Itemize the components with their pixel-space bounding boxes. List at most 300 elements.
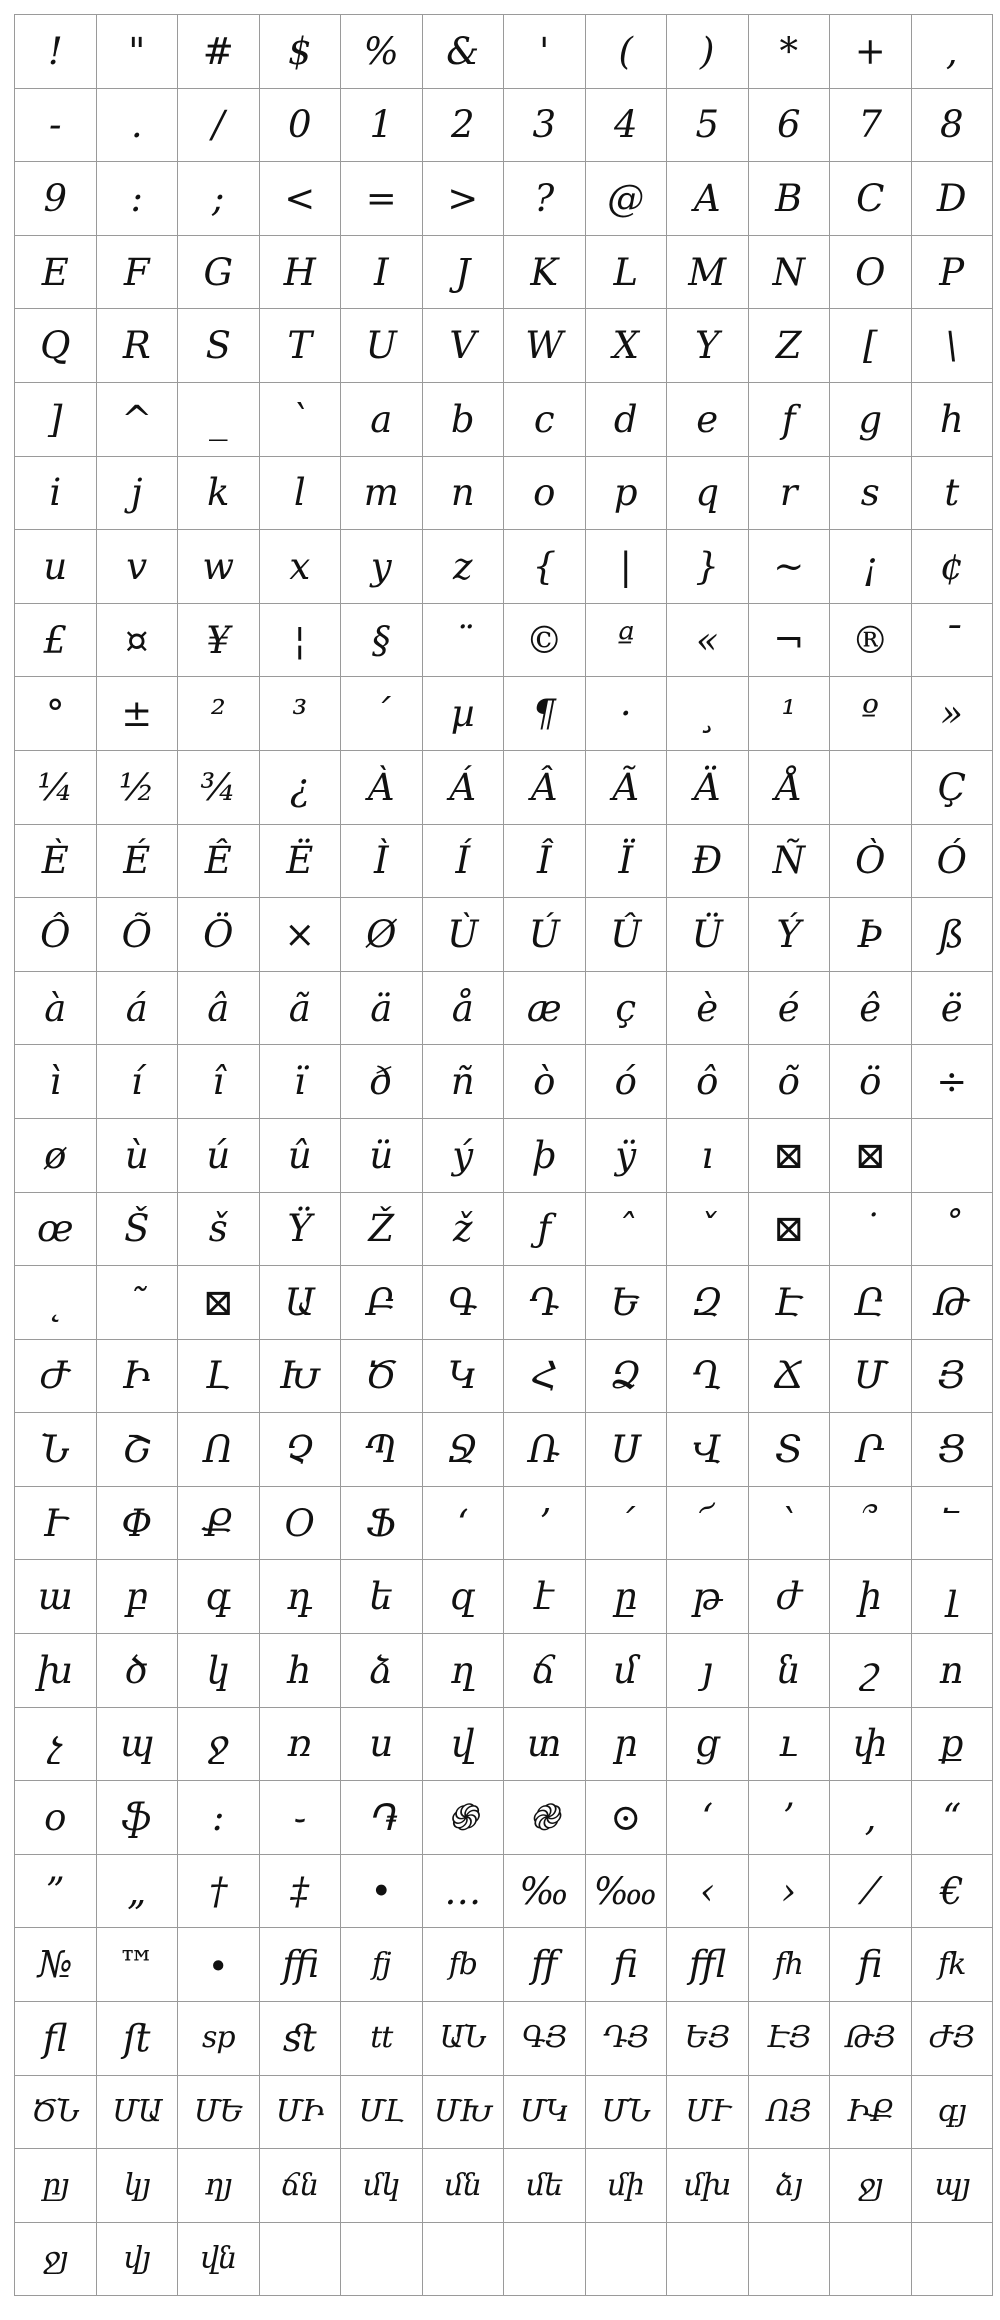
glyph-cell: ՄԻ [260,2076,342,2150]
glyph-cell: ﬆ [260,2002,342,2076]
empty-glyph-cell [749,2223,831,2297]
glyph-cell: ԵՅ [667,2002,749,2076]
glyph-cell: ˇ [667,1193,749,1267]
glyph-cell: ֍ [423,1781,505,1855]
glyph-cell: ՈՅ [749,2076,831,2150]
glyph-cell: û [260,1119,342,1193]
glyph-cell: ﬃ [260,1928,342,2002]
glyph-cell: F [97,236,179,310]
glyph-cell: Ž [341,1193,423,1267]
glyph-cell: ¸ [667,677,749,751]
glyph-cell: ‘ [667,1781,749,1855]
glyph-cell: խ [15,1634,97,1708]
glyph-cell: & [423,15,505,89]
glyph-cell: ﬀ [504,1928,586,2002]
glyph-cell: 6 [749,89,831,163]
glyph-cell: v [97,530,179,604]
glyph-cell: կյ [97,2149,179,2223]
glyph-cell: Ô [15,898,97,972]
glyph-cell: ! [15,15,97,89]
glyph-cell: ձյ [749,2149,831,2223]
glyph-cell: î [178,1045,260,1119]
glyph-cell: ' [504,15,586,89]
glyph-cell: N [749,236,831,310]
glyph-cell: ն [749,1634,831,1708]
glyph-cell: Ã [586,751,668,825]
glyph-cell: d [586,383,668,457]
glyph-cell: = [341,162,423,236]
glyph-cell: ý [423,1119,505,1193]
glyph-cell: ˆ [586,1193,668,1267]
glyph-cell: z [423,530,505,604]
glyph-cell: r [749,457,831,531]
glyph-cell: ԳՅ [504,2002,586,2076]
glyph-cell: ո [912,1634,994,1708]
glyph-cell: ղ [423,1634,505,1708]
glyph-cell: Ի [97,1340,179,1414]
empty-glyph-cell [423,2223,505,2297]
glyph-cell: ﬅ [97,2002,179,2076]
glyph-cell: ֊ [260,1781,342,1855]
glyph-cell: մե [504,2149,586,2223]
glyph-cell: ք [912,1708,994,1782]
glyph-cell: փ [830,1708,912,1782]
glyph-cell: E [15,236,97,310]
glyph-cell: ü [341,1119,423,1193]
glyph-cell: ՄԱ [97,2076,179,2150]
glyph-cell: [ [830,309,912,383]
glyph-cell: › [749,1855,831,1929]
glyph-cell: b [423,383,505,457]
glyph-cell: ø [15,1119,97,1193]
glyph-cell: ñ [423,1045,505,1119]
glyph-cell: | [586,530,668,604]
glyph-cell: » [912,677,994,751]
glyph-cell: K [504,236,586,310]
glyph-cell: Թ [912,1266,994,1340]
glyph-cell: ð [341,1045,423,1119]
glyph-cell: շ [830,1634,912,1708]
glyph-cell: w [178,530,260,604]
glyph-cell: « [667,604,749,678]
glyph-cell: { [504,530,586,604]
glyph-cell: 1 [341,89,423,163]
glyph-cell: ÿ [586,1119,668,1193]
glyph-cell: ¢ [912,530,994,604]
glyph-cell: ˚ [912,1193,994,1267]
glyph-cell: ƒ [504,1193,586,1267]
glyph-cell: ՜ [667,1487,749,1561]
glyph-cell: ú [178,1119,260,1193]
glyph-cell: Ց [912,1413,994,1487]
glyph-cell: ¾ [178,751,260,825]
glyph-cell: մկ [341,2149,423,2223]
glyph-cell: ծ [97,1634,179,1708]
glyph-cell: Ý [749,898,831,972]
glyph-cell: À [341,751,423,825]
empty-glyph-cell [830,751,912,825]
glyph-cell: „ [97,1855,179,1929]
glyph-cell: ﬁ [830,1928,912,2002]
glyph-cell: œ [15,1193,97,1267]
glyph-cell: H [260,236,342,310]
glyph-cell: Ÿ [260,1193,342,1267]
glyph-cell: > [423,162,505,236]
glyph-cell: R [97,309,179,383]
glyph-cell: ¶ [504,677,586,751]
glyph-cell: Í [423,825,505,899]
glyph-cell: Բ [341,1266,423,1340]
glyph-cell: 2 [423,89,505,163]
glyph-cell: դ [260,1560,342,1634]
glyph-cell: Ê [178,825,260,899]
glyph-cell: մի [586,2149,668,2223]
glyph-cell: գ [178,1560,260,1634]
glyph-cell: fb [423,1928,505,2002]
glyph-cell: ] [15,383,97,457]
glyph-cell: վ [423,1708,505,1782]
glyph-cell: © [504,604,586,678]
glyph-cell: å [423,972,505,1046]
glyph-cell: S [178,309,260,383]
glyph-cell: W [504,309,586,383]
glyph-cell: < [260,162,342,236]
glyph-cell: Ç [912,751,994,825]
glyph-cell: ∙ [178,1928,260,2002]
glyph-cell: ˙ [830,1193,912,1267]
glyph-cell: Ò [830,825,912,899]
glyph-cell: ի [830,1560,912,1634]
glyph-cell: ¯ [912,604,994,678]
glyph-cell: ղյ [178,2149,260,2223]
glyph-cell: ԷՅ [749,2002,831,2076]
glyph-cell: ° [15,677,97,751]
glyph-cell: ¡ [830,530,912,604]
glyph-cell: ç [586,972,668,1046]
glyph-cell: g [830,383,912,457]
glyph-cell: † [178,1855,260,1929]
empty-glyph-cell [912,1119,994,1193]
glyph-cell: ﬄ [667,1928,749,2002]
glyph-cell: Հ [504,1340,586,1414]
glyph-cell: ± [97,677,179,751]
glyph-cell: þ [504,1119,586,1193]
glyph-cell: Դ [504,1266,586,1340]
glyph-cell: ԾՆ [15,2076,97,2150]
glyph-cell: 3 [504,89,586,163]
glyph-cell: Զ [667,1266,749,1340]
glyph-cell: ´ [341,677,423,751]
glyph-cell: ö [830,1045,912,1119]
glyph-cell: գյ [912,2076,994,2150]
glyph-cell: ւ [749,1708,831,1782]
glyph-cell: ’ [749,1781,831,1855]
glyph-cell: Q [15,309,97,383]
glyph-cell: Ր [830,1413,912,1487]
glyph-cell: ˜ [97,1266,179,1340]
glyph-cell: ” [15,1855,97,1929]
glyph-cell: $ [260,15,342,89]
glyph-cell: È [15,825,97,899]
empty-glyph-cell [341,2223,423,2297]
glyph-cell: Կ [423,1340,505,1414]
glyph-cell: ~ [749,530,831,604]
glyph-cell: ժ [749,1560,831,1634]
glyph-cell: É [97,825,179,899]
empty-glyph-cell [667,2223,749,2297]
glyph-cell: ճ [504,1634,586,1708]
glyph-cell: t [912,457,994,531]
glyph-cell: ‹ [667,1855,749,1929]
glyph-cell: Ը [830,1266,912,1340]
glyph-cell: § [341,604,423,678]
glyph-cell: ª [586,604,668,678]
glyph-cell: _ [178,383,260,457]
glyph-cell: ﬂ [15,2002,97,2076]
glyph-cell: ջյ [15,2223,97,2297]
glyph-cell: զ [423,1560,505,1634]
glyph-cell: ( [586,15,668,89]
glyph-cell: D [912,162,994,236]
glyph-cell: Ջ [423,1413,505,1487]
glyph-cell: ՄԽ [423,2076,505,2150]
glyph-cell: # [178,15,260,89]
glyph-cell: թ [667,1560,749,1634]
glyph-cell: պ [97,1708,179,1782]
glyph-cell: Տ [749,1413,831,1487]
glyph-cell: Ս [586,1413,668,1487]
glyph-cell: ՄԿ [504,2076,586,2150]
glyph-cell: Z [749,309,831,383]
glyph-cell: Շ [97,1413,179,1487]
glyph-cell: p [586,457,668,531]
glyph-cell: № [15,1928,97,2002]
glyph-cell: ՄԵ [178,2076,260,2150]
glyph-cell: . [97,89,179,163]
glyph-cell: Î [504,825,586,899]
glyph-cell: Š [97,1193,179,1267]
glyph-cell: ³ [260,677,342,751]
glyph-cell: · [586,677,668,751]
glyph-cell: մ [586,1634,668,1708]
empty-glyph-cell [830,2223,912,2297]
empty-glyph-cell [586,2223,668,2297]
glyph-cell: º [830,677,912,751]
glyph-cell: £ [15,604,97,678]
glyph-cell: tt [341,2002,423,2076]
glyph-cell: P [912,236,994,310]
glyph-cell: @ [586,162,668,236]
glyph-cell: ԴՅ [586,2002,668,2076]
glyph-cell: ե [341,1560,423,1634]
glyph-cell: j [97,457,179,531]
glyph-cell: ™ [97,1928,179,2002]
glyph-cell: à [15,972,97,1046]
glyph-cell: ? [504,162,586,236]
glyph-cell: Ú [504,898,586,972]
glyph-cell: 4 [586,89,668,163]
glyph-cell: ﬁ [586,1928,668,2002]
glyph-cell: m [341,457,423,531]
glyph-cell: fk [912,1928,994,2002]
glyph-cell: ⊠ [749,1193,831,1267]
glyph-cell: æ [504,972,586,1046]
glyph-cell: " [97,15,179,89]
glyph-cell: • [341,1855,423,1929]
glyph-cell: հ [260,1634,342,1708]
glyph-cell: X [586,309,668,383]
glyph-cell: : [97,162,179,236]
glyph-cell: մխ [667,2149,749,2223]
glyph-cell: T [260,309,342,383]
glyph-cell: ² [178,677,260,751]
glyph-cell: ä [341,972,423,1046]
glyph-cell: A [667,162,749,236]
glyph-cell: sp [178,2002,260,2076]
glyph-cell: Մ [830,1340,912,1414]
glyph-cell: ձ [341,1634,423,1708]
glyph-cell: e [667,383,749,457]
glyph-cell: € [912,1855,994,1929]
glyph-cell: ՄՒ [667,2076,749,2150]
glyph-cell: ըյ [15,2149,97,2223]
glyph-cell: 7 [830,89,912,163]
glyph-cell: Ծ [341,1340,423,1414]
glyph-cell: լ [912,1560,994,1634]
glyph-cell: Y [667,309,749,383]
glyph-cell: Գ [423,1266,505,1340]
glyph-cell: ⊠ [749,1119,831,1193]
glyph-cell: Ֆ [341,1487,423,1561]
glyph-cell: J [423,236,505,310]
glyph-cell: â [178,972,260,1046]
glyph-cell: կ [178,1634,260,1708]
glyph-cell: è [667,972,749,1046]
glyph-cell: Է [749,1266,831,1340]
glyph-grid [14,14,993,2296]
glyph-cell: u [15,530,97,604]
glyph-cell: ž [423,1193,505,1267]
glyph-cell: Ճ [749,1340,831,1414]
glyph-cell: Ï [586,825,668,899]
glyph-cell: } [667,530,749,604]
glyph-cell: չ [15,1708,97,1782]
glyph-cell: i [15,457,97,531]
glyph-cell: I [341,236,423,310]
glyph-cell: վն [178,2223,260,2297]
empty-glyph-cell [504,2223,586,2297]
glyph-cell: Ռ [504,1413,586,1487]
glyph-cell: յ [667,1634,749,1708]
glyph-cell: Á [423,751,505,825]
glyph-cell: ` [260,383,342,457]
glyph-cell: ճն [260,2149,342,2223]
glyph-cell: Û [586,898,668,972]
glyph-cell: ջյ [830,2149,912,2223]
glyph-cell: ՝ [749,1487,831,1561]
glyph-cell: ® [830,604,912,678]
glyph-cell: ԺՅ [912,2002,994,2076]
glyph-cell: % [341,15,423,89]
glyph-cell: ⊙ [586,1781,668,1855]
glyph-cell: ՄՆ [586,2076,668,2150]
glyph-cell: Þ [830,898,912,972]
glyph-cell: 8 [912,89,994,163]
glyph-cell: ‚ [830,1781,912,1855]
glyph-cell: c [504,383,586,457]
glyph-cell: ֆ [97,1781,179,1855]
glyph-cell: ¿ [260,751,342,825]
glyph-cell: ½ [97,751,179,825]
glyph-cell: Ե [586,1266,668,1340]
glyph-cell: U [341,309,423,383]
glyph-cell: µ [423,677,505,751]
glyph-cell: ‡ [260,1855,342,1929]
glyph-cell: բ [97,1560,179,1634]
glyph-cell: ⁄ [830,1855,912,1929]
glyph-cell: ԱՆ [423,2002,505,2076]
glyph-cell: fh [749,1928,831,2002]
glyph-cell: s [830,457,912,531]
glyph-cell: ã [260,972,342,1046]
glyph-cell: ˊ [586,1487,668,1561]
glyph-cell: ր [586,1708,668,1782]
glyph-cell: ‱ [586,1855,668,1929]
glyph-cell: q [667,457,749,531]
glyph-cell: G [178,236,260,310]
glyph-cell: ¦ [260,604,342,678]
glyph-cell: 0 [260,89,342,163]
glyph-cell: ÷ [912,1045,994,1119]
glyph-cell: ‰ [504,1855,586,1929]
glyph-cell: f [749,383,831,457]
glyph-cell: h [912,383,994,457]
glyph-cell: Ä [667,751,749,825]
glyph-cell: Ü [667,898,749,972]
glyph-cell: Ժ [15,1340,97,1414]
glyph-cell: ՟ [912,1487,994,1561]
glyph-cell: ը [586,1560,668,1634]
glyph-cell: ¼ [15,751,97,825]
glyph-cell: + [830,15,912,89]
glyph-cell: O [830,236,912,310]
glyph-cell: ˛ [15,1266,97,1340]
glyph-cell: պյ [912,2149,994,2223]
glyph-cell: Ð [667,825,749,899]
glyph-cell: B [749,162,831,236]
glyph-cell: á [97,972,179,1046]
glyph-cell: Ղ [667,1340,749,1414]
glyph-cell: Ó [912,825,994,899]
glyph-cell: x [260,530,342,604]
glyph-cell: * [749,15,831,89]
glyph-cell: ì [15,1045,97,1119]
glyph-cell: Վ [667,1413,749,1487]
glyph-cell: ջ [178,1708,260,1782]
glyph-cell: ռ [260,1708,342,1782]
glyph-cell: ֏ [341,1781,423,1855]
empty-glyph-cell [912,2223,994,2297]
glyph-cell: ՄԼ [341,2076,423,2150]
glyph-cell: վյ [97,2223,179,2297]
glyph-cell: ⊠ [178,1266,260,1340]
glyph-cell: L [586,236,668,310]
glyph-cell: ա [15,1560,97,1634]
glyph-cell: Ն [15,1413,97,1487]
glyph-cell: ¹ [749,677,831,751]
glyph-cell: l [260,457,342,531]
empty-glyph-cell [260,2223,342,2297]
